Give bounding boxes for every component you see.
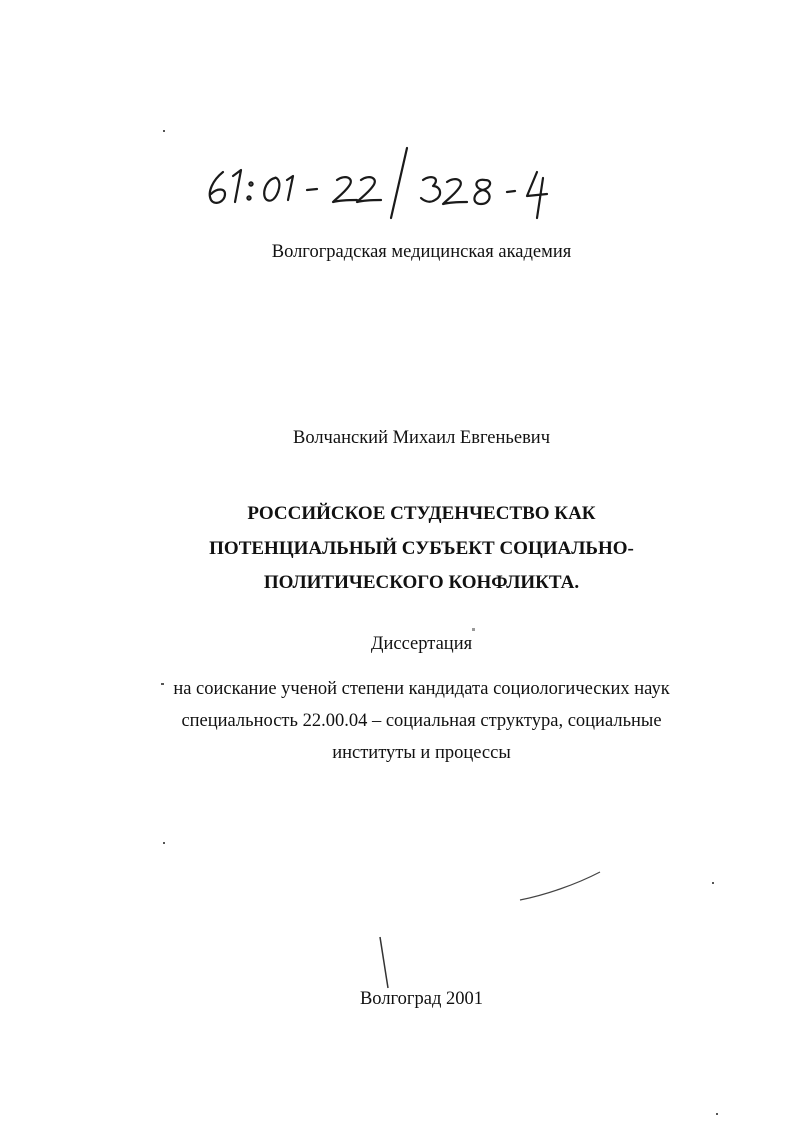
handwritten-code-drawing	[195, 140, 575, 235]
author-name: Волчанский Михаил Евгеньевич	[292, 428, 551, 448]
title-line: РОССИЙСКОЕ СТУДЕНЧЕСТВО КАК	[247, 503, 596, 524]
title-line: ПОЛИТИЧЕСКОГО КОНФЛИКТА.	[263, 572, 580, 593]
scan-speck	[472, 628, 475, 631]
document-type: Диссертация	[370, 634, 473, 654]
degree-line: институты и процессы	[332, 743, 511, 763]
scan-speck	[716, 1113, 718, 1115]
institution-name: Волгоградская медицинская академия	[271, 242, 572, 262]
degree-line: специальность 22.00.04 – социальная структура, социальные	[181, 711, 662, 731]
scan-speck	[161, 683, 164, 685]
scan-speck	[163, 842, 165, 844]
degree-line: на соискание ученой степени кандидата социологических наук	[173, 679, 670, 699]
degree-description	[0, 673, 793, 769]
scan-speck	[712, 882, 714, 884]
dissertation-title	[0, 497, 793, 601]
city-and-year: Волгоград 2001	[359, 989, 484, 1009]
handwritten-archive-code	[195, 140, 575, 235]
scan-speck	[163, 130, 165, 132]
title-line: ПОТЕНЦИАЛЬНЫЙ СУБЪЕКТ СОЦИАЛЬНО-	[209, 537, 634, 559]
